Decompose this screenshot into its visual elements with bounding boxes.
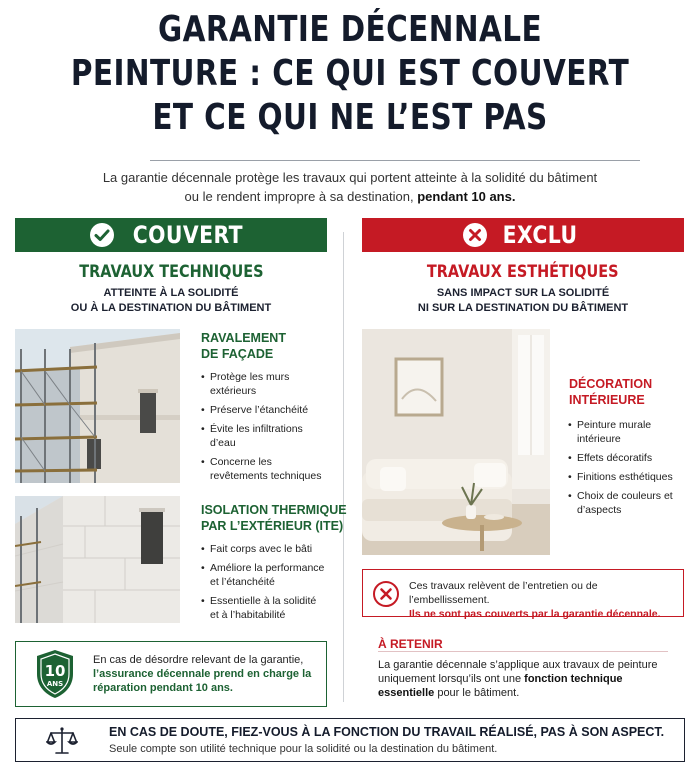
covered-subheading	[15, 286, 327, 316]
covered-heading	[15, 261, 327, 316]
retenir-text-bold: fonction technique essentielle	[378, 673, 623, 699]
deco-title	[569, 376, 652, 408]
retenir-text	[378, 658, 678, 700]
living-room-photo	[362, 329, 550, 555]
covered-note-text	[93, 653, 318, 695]
footer-box	[15, 718, 685, 762]
list-item: • Effets décoratifs	[568, 451, 688, 465]
retenir-text-plain: La garantie décennale s’applique aux travaux de peinture uniquement lorsqu’ils ont une	[378, 659, 658, 685]
list-item: • Préserve l’étanchéité	[201, 403, 326, 417]
title-line-1: GARANTIE DÉCENNALE	[157, 9, 543, 50]
excluded-heading	[362, 261, 684, 316]
covered-note-bold: l’assurance décennale prend en charge la réparation pendant 10 ans.	[93, 668, 312, 694]
insulation-wall-photo	[15, 496, 180, 623]
x-circle-icon	[462, 222, 488, 248]
title-line-2: PEINTURE : CE QUI EST COUVERT	[70, 53, 630, 94]
check-circle-icon	[89, 222, 115, 248]
intro-line-2-bold: pendant 10 ans.	[417, 189, 516, 204]
list-item: • Fait corps avec le bâti	[201, 542, 326, 556]
footer-subline: Seule compte son utilité technique pour la solidité ou la destination du bâtiment.	[109, 743, 498, 755]
badge-number: 10	[44, 662, 66, 680]
excluded-subheading	[362, 286, 684, 316]
excluded-banner-label: EXCLU	[502, 221, 578, 249]
excluded-note-plain: Ces travaux relèvent de l’entretien ou de l’embellissement.	[409, 580, 598, 606]
ite-bullets	[201, 542, 326, 627]
facade-scaffolding-photo	[15, 329, 180, 483]
excluded-heading-title: TRAVAUX ESTHÉTIQUES	[427, 262, 619, 282]
page-title	[63, 8, 637, 140]
intro-line-2-plain: ou le rendent impropre à sa destination,	[184, 189, 418, 204]
covered-note-box	[15, 641, 327, 707]
covered-heading-title: TRAVAUX TECHNIQUES	[78, 262, 264, 282]
facade-bullets	[201, 370, 326, 488]
shield-10-ans-icon	[34, 648, 76, 700]
excluded-note-bold: Ils ne sont pas couverts par la garantie décennale.	[409, 608, 661, 620]
title-line-3: ET CE QUI NE L’EST PAS	[152, 97, 548, 138]
list-item: • Choix de couleurs et d’aspects	[568, 489, 688, 517]
list-item: • Essentielle à la solidité et à l’habitabilité	[201, 594, 326, 622]
column-divider	[343, 232, 344, 702]
excluded-banner	[362, 218, 684, 252]
covered-subheading-line-1: ATTEINTE À LA SOLIDITÉ	[103, 287, 239, 299]
excluded-note-box	[362, 569, 684, 620]
list-item: • Améliore la performance et l’étanchéité	[201, 561, 326, 589]
deco-bullets	[568, 418, 688, 522]
list-item: • Concerne les revêtements techniques	[201, 455, 326, 483]
covered-banner-label: COUVERT	[132, 221, 244, 249]
deco-title-line-2: INTÉRIEURE	[569, 393, 645, 407]
deco-title-line-1: DÉCORATION	[569, 377, 653, 391]
ite-title-line-1: ISOLATION THERMIQUE	[201, 503, 347, 517]
intro-text	[60, 168, 640, 206]
facade-title-line-1: RAVALEMENT	[201, 331, 286, 345]
covered-note-plain: En cas de désordre relevant de la garantie,	[93, 654, 304, 666]
covered-subheading-line-2: OU À LA DESTINATION DU BÂTIMENT	[70, 302, 272, 314]
ite-title	[201, 502, 347, 534]
intro-line-2	[60, 187, 640, 206]
retenir-divider	[378, 651, 668, 652]
excluded-subheading-line-1: SANS IMPACT SUR LA SOLIDITÉ	[436, 287, 610, 299]
list-item: • Peinture murale intérieure	[568, 418, 688, 446]
list-item: • Protège les murs extérieurs	[201, 370, 326, 398]
footer-headline: EN CAS DE DOUTE, FIEZ-VOUS À LA FONCTION DU TRAVAIL RÉALISÉ, PAS À SON ASPECT.	[109, 725, 665, 739]
facade-title-line-2: DE FAÇADE	[201, 347, 274, 361]
ite-title-line-2: PAR L’EXTÉRIEUR (ITE)	[201, 519, 344, 533]
badge-unit: ANS	[46, 680, 64, 688]
intro-line-1: La garantie décennale protège les travaux qui portent atteinte à la solidité du bâtiment	[102, 170, 598, 185]
x-circle-icon	[372, 580, 400, 608]
scales-of-justice-icon	[46, 725, 78, 757]
retenir-title: À RETENIR	[378, 637, 443, 651]
facade-title	[201, 330, 286, 362]
excluded-subheading-line-2: NI SUR LA DESTINATION DU BÂTIMENT	[417, 302, 629, 314]
title-divider	[150, 160, 640, 161]
list-item: • Évite les infiltrations d’eau	[201, 422, 326, 450]
excluded-note-text	[409, 579, 679, 621]
list-item: • Finitions esthétiques	[568, 470, 688, 484]
retenir-text-end: pour le bâtiment.	[434, 687, 520, 699]
covered-banner	[15, 218, 327, 252]
